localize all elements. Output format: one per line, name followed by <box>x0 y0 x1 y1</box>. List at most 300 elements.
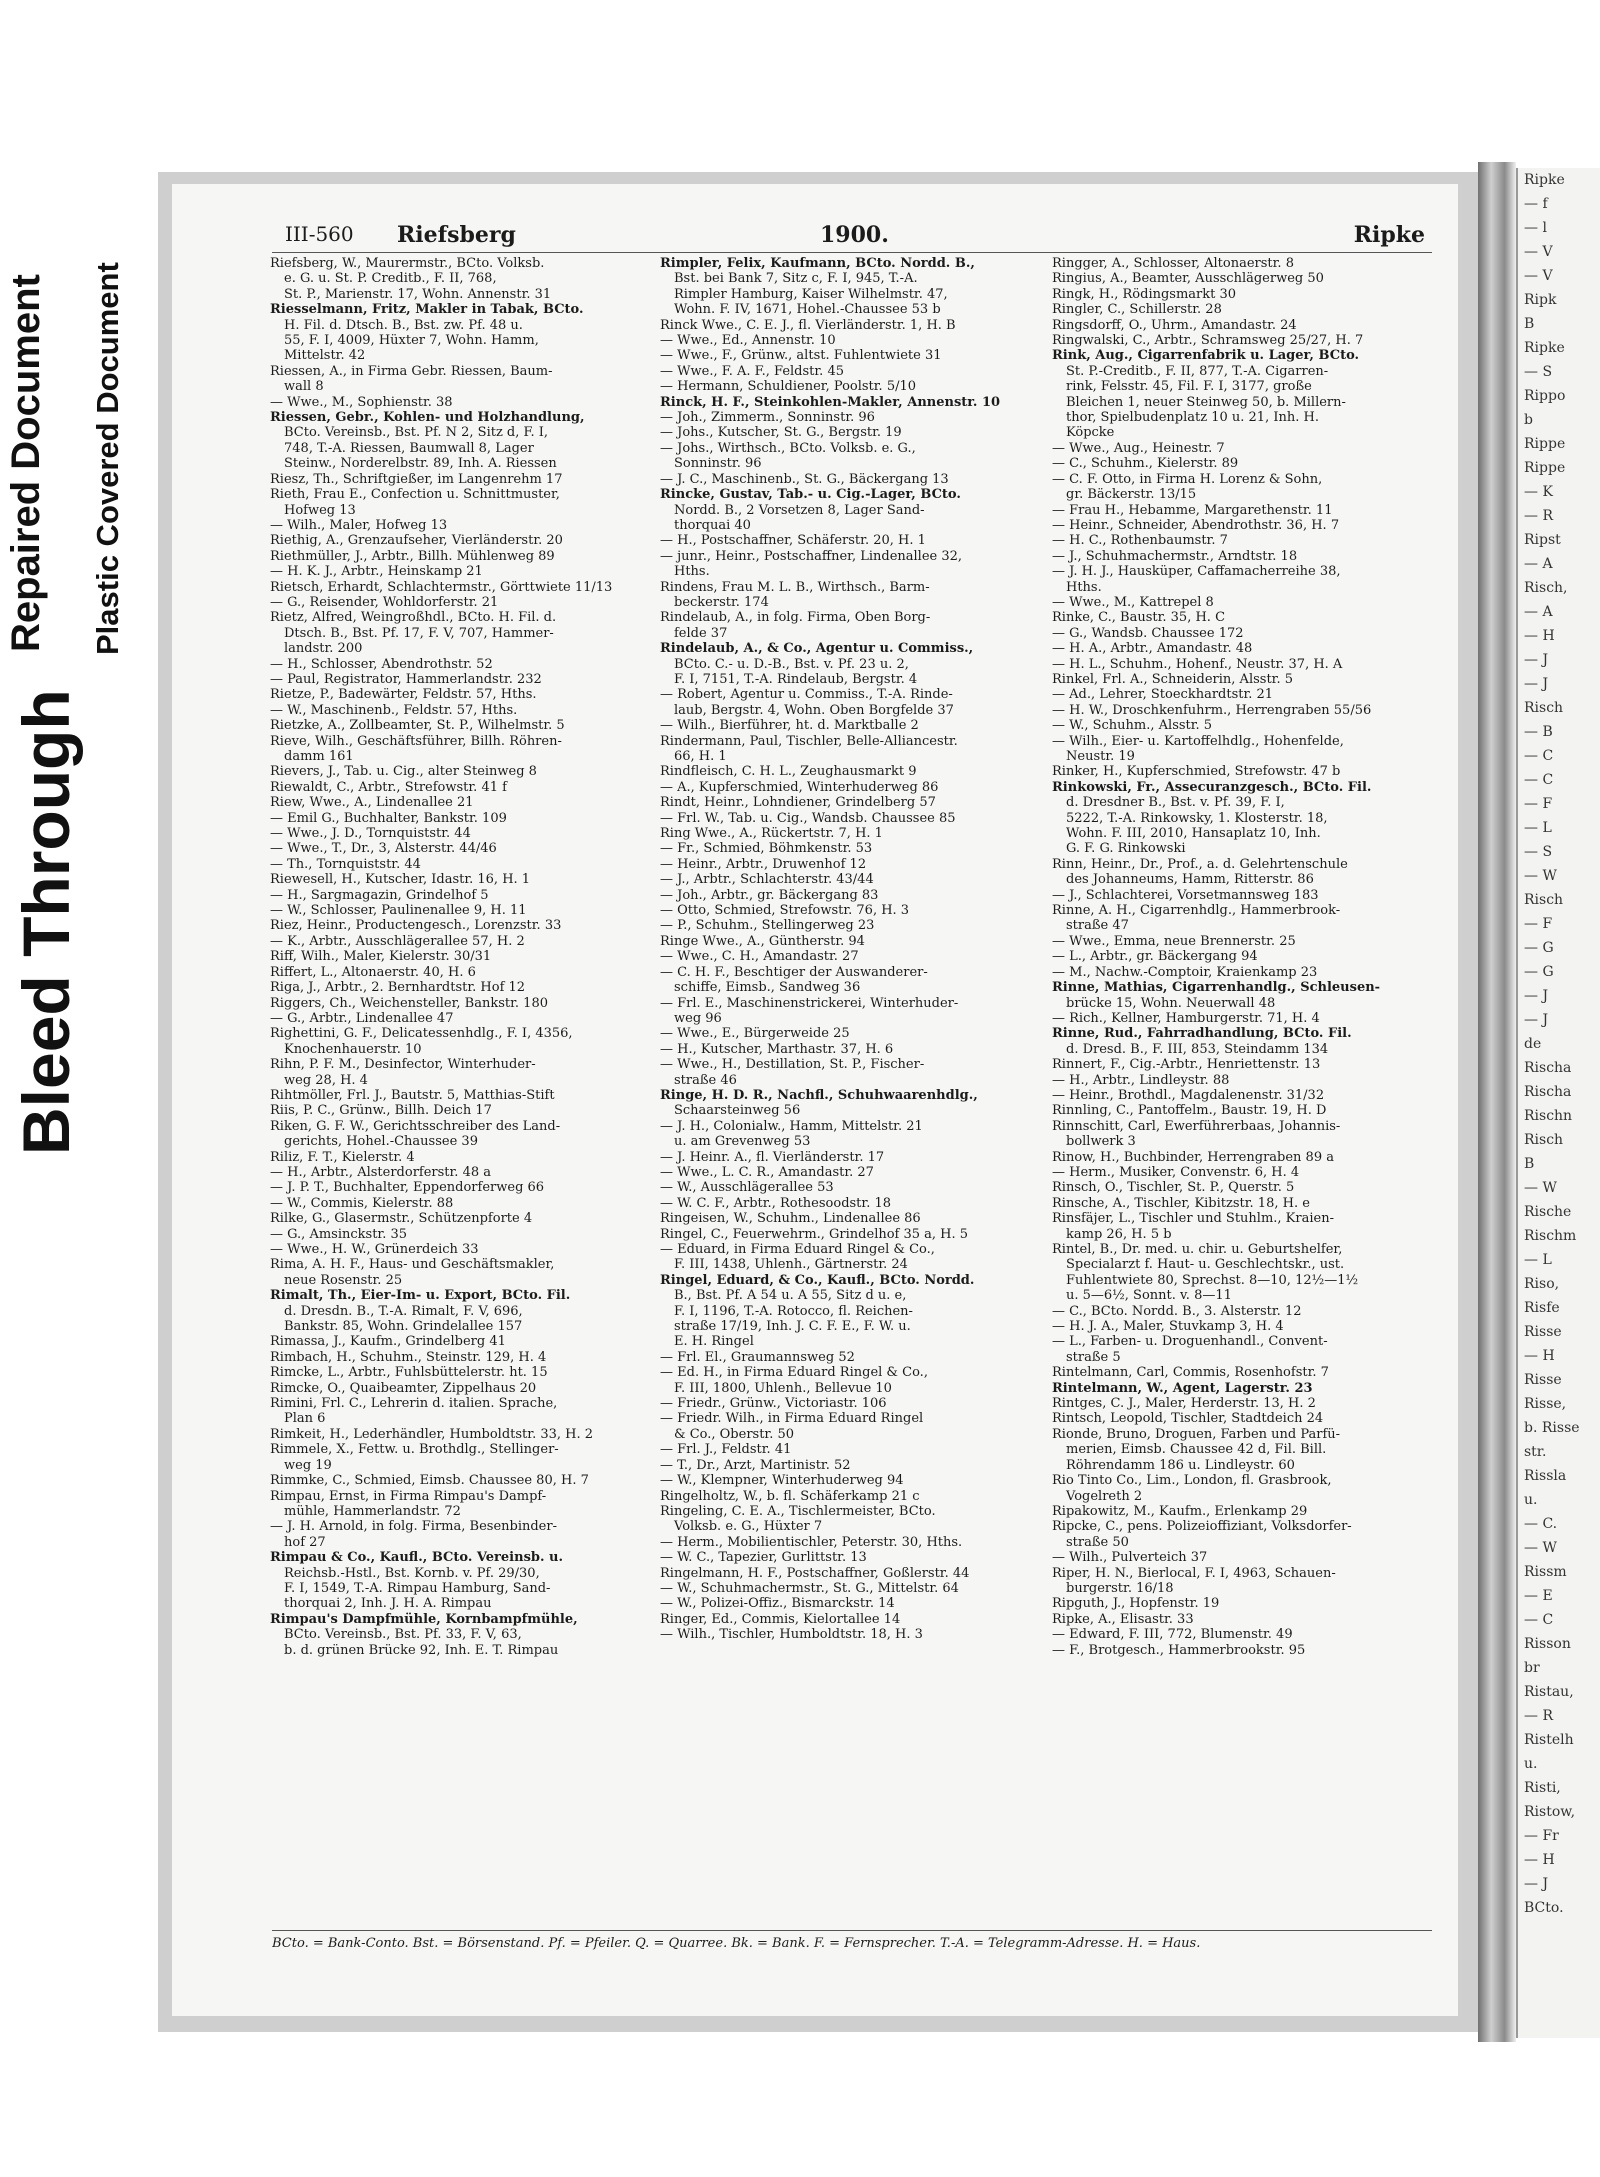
directory-entry: Bleichen 1, neuer Steinweg 50, b. Millern- <box>1066 394 1346 410</box>
adjacent-page-fragment: — l <box>1524 220 1547 236</box>
directory-entry: Rimcke, L., Arbtr., Fuhlsbüttelerstr. ht. 15 <box>270 1365 548 1381</box>
adjacent-page-fragment: Ripk <box>1524 292 1557 308</box>
directory-entry: Rimpau, Ernst, in Firma Rimpau's Dampf- <box>270 1488 547 1504</box>
directory-entry: beckerstr. 174 <box>674 594 769 610</box>
directory-entry: — Wwe., M., Sophienstr. 38 <box>270 394 453 410</box>
directory-entry: — W., Schlosser, Paulinenallee 9, H. 11 <box>270 903 527 919</box>
directory-entry: Ringsdorff, O., Uhrm., Amandastr. 24 <box>1052 317 1297 333</box>
directory-entry: d. Dresd. B., F. III, 853, Steindamm 134 <box>1066 1041 1329 1057</box>
directory-entry: 55, F. I, 4009, Hüxter 7, Wohn. Hamm, <box>284 333 539 349</box>
directory-entry: — Wwe., E., Bürgerweide 25 <box>660 1026 850 1042</box>
directory-entry: Ringk, H., Rödingsmarkt 30 <box>1052 286 1237 302</box>
adjacent-page-fragment: — H <box>1524 1348 1555 1364</box>
directory-entry: burgerstr. 16/18 <box>1066 1580 1174 1596</box>
directory-entry: Ringwalski, C., Arbtr., Schramsweg 25/27, H. 7 <box>1052 333 1364 349</box>
directory-entry: Ringius, A., Beamter, Ausschlägerweg 50 <box>1052 271 1324 287</box>
adjacent-page-fragment: — L <box>1524 1252 1552 1268</box>
adjacent-page-fragment: — G <box>1524 940 1554 956</box>
directory-entry: Rinke, C., Baustr. 35, H. C <box>1052 610 1226 626</box>
directory-entry: Röhrendamm 186 u. Lindleystr. 60 <box>1066 1457 1295 1473</box>
adjacent-page-fragment: — V <box>1524 244 1553 260</box>
adjacent-page-fragment: Rissla <box>1524 1468 1567 1484</box>
adjacent-page-fragment: B <box>1524 1156 1535 1172</box>
directory-entry: — Ed. H., in Firma Eduard Ringel & Co., <box>660 1365 928 1381</box>
header-rule <box>272 252 1432 253</box>
directory-entry: — Wilh., Tischler, Humboldtstr. 18, H. 3 <box>660 1627 923 1643</box>
adjacent-page-fragment: — J <box>1524 1012 1549 1028</box>
directory-entry: Riliz, F. T., Kielerstr. 4 <box>270 1149 415 1165</box>
directory-entry: — Rich., Kellner, Hamburgerstr. 71, H. 4 <box>1052 1010 1320 1026</box>
page-gutter <box>1478 162 1516 2042</box>
directory-entry: schiffe, Eimsb., Sandweg 36 <box>674 980 861 996</box>
adjacent-page-fragment: u. <box>1524 1492 1538 1508</box>
directory-entry: Ringe, H. D. R., Nachfl., Schuhwaarenhdlg., <box>660 1087 978 1103</box>
directory-entry: — Fr., Schmied, Böhmkenstr. 53 <box>660 841 873 857</box>
directory-entry: Rio Tinto Co., Lim., London, fl. Grasbrook, <box>1052 1473 1332 1489</box>
adjacent-page-fragment: — J <box>1524 652 1549 668</box>
directory-entry: F. III, 1438, Uhlenh., Gärtnerstr. 24 <box>674 1257 908 1273</box>
adjacent-page-fragment: Risse <box>1524 1324 1562 1340</box>
directory-entry: — J., Arbtr., Schlachterstr. 43/44 <box>660 872 874 888</box>
directory-entry: Rimpau's Dampfmühle, Kornbampfmühle, <box>270 1611 578 1627</box>
adjacent-page-fragment: — J <box>1524 1876 1549 1892</box>
adjacent-page-fragment: Ripst <box>1524 532 1561 548</box>
repaired-document-label: Repaired Document <box>4 274 48 652</box>
directory-entry: Riethig, A., Grenzaufseher, Vierländerstr. 20 <box>270 533 563 549</box>
directory-entry: Schaarsteinweg 56 <box>674 1103 801 1119</box>
directory-entry: — C., Schuhm., Kielerstr. 89 <box>1052 456 1239 472</box>
directory-entry: Rinnschitt, Carl, Ewerführerbaas, Johannis- <box>1052 1118 1341 1134</box>
adjacent-page-fragment: Ristow, <box>1524 1804 1576 1820</box>
directory-entry: — Wwe., J. D., Tornquiststr. 44 <box>270 826 471 842</box>
adjacent-page-fragment: Ristelh <box>1524 1732 1574 1748</box>
directory-entry: — Wwe., Ed., Annenstr. 10 <box>660 333 836 349</box>
directory-entry: Wohn. F. IV, 1671, Hohel.-Chaussee 53 b <box>674 302 941 318</box>
directory-entry: thor, Spielbudenplatz 10 u. 21, Inh. H. <box>1066 410 1319 426</box>
adjacent-page-fragment: — F <box>1524 796 1553 812</box>
directory-entry: weg 96 <box>674 1010 722 1026</box>
directory-entry: F. I, 1549, T.-A. Rimpau Hamburg, Sand- <box>284 1580 551 1596</box>
adjacent-page-fragment: Ristau, <box>1524 1684 1574 1700</box>
directory-entry: Riff, Wilh., Maler, Kielerstr. 30/31 <box>270 949 492 965</box>
directory-entry: — C., BCto. Nordd. B., 3. Alsterstr. 12 <box>1052 1303 1302 1319</box>
directory-entry: — H., Arbtr., Alsterdorferstr. 48 a <box>270 1164 491 1180</box>
directory-entry: Rintelmann, W., Agent, Lagerstr. 23 <box>1052 1380 1313 1396</box>
directory-entry: — W., Maschinenb., Feldstr. 57, Hths. <box>270 702 518 718</box>
directory-entry: Riez, Heinr., Productengesch., Lorenzstr. 33 <box>270 918 562 934</box>
directory-entry: Riewaldt, C., Arbtr., Strefowstr. 41 f <box>270 779 507 795</box>
directory-entry: Ringer, Ed., Commis, Kielortallee 14 <box>660 1611 901 1627</box>
directory-entry: — W., Schuhm., Alsstr. 5 <box>1052 718 1213 734</box>
directory-entry: Rindt, Heinr., Lohndiener, Grindelberg 57 <box>660 795 936 811</box>
directory-entry: Hofweg 13 <box>284 502 356 518</box>
adjacent-page-fragment: Rischa <box>1524 1060 1572 1076</box>
directory-entry: Wohn. F. III, 2010, Hansaplatz 10, Inh. <box>1066 826 1321 842</box>
directory-entry: Riken, G. F. W., Gerichtsschreiber des Land- <box>270 1118 561 1134</box>
directory-entry: — Wilh., Eier- u. Kartoffelhdlg., Hohenfelde, <box>1052 733 1344 749</box>
directory-entry: — J. P. T., Buchhalter, Eppendorferweg 66 <box>270 1180 545 1196</box>
adjacent-page-fragment: Rippo <box>1524 388 1566 404</box>
adjacent-page-fragment: Rischm <box>1524 1228 1577 1244</box>
directory-entry: — Wilh., Maler, Hofweg 13 <box>270 517 448 533</box>
directory-entry: — J. Heinr. A., fl. Vierländerstr. 17 <box>660 1149 885 1165</box>
adjacent-page-fragment: Ripke <box>1524 340 1565 356</box>
directory-entry: — P., Schuhm., Stellingerweg 23 <box>660 918 875 934</box>
column-1 <box>270 256 648 1856</box>
directory-entry: — Wwe., F. A. F., Feldstr. 45 <box>660 363 844 379</box>
directory-entry: Ringeisen, W., Schuhm., Lindenallee 86 <box>660 1211 921 1227</box>
directory-entry: straße 50 <box>1066 1534 1129 1550</box>
directory-entry: e. G. u. St. P. Creditb., F. II, 768, <box>284 271 497 287</box>
directory-entry: Rinne, A. H., Cigarrenhdlg., Hammerbrook- <box>1052 903 1341 919</box>
directory-entry: — H., Arbtr., Lindleystr. 88 <box>1052 1072 1230 1088</box>
directory-entry: Riffert, L., Altonaerstr. 40, H. 6 <box>270 964 476 980</box>
directory-entry: G. F. G. Rinkowski <box>1066 841 1186 857</box>
directory-entry: — K., Arbtr., Ausschlägerallee 57, H. 2 <box>270 933 525 949</box>
adjacent-page-fragment: Risch, <box>1524 580 1568 596</box>
directory-entry: Righettini, G. F., Delicatessenhdlg., F. I, 4356, <box>270 1026 573 1042</box>
adjacent-page-fragment: Risse, <box>1524 1396 1567 1412</box>
directory-entry: Ringe Wwe., A., Güntherstr. 94 <box>660 933 865 949</box>
bleed-through-label: Bleed Through <box>9 689 83 1155</box>
adjacent-page-fragment: — C <box>1524 748 1554 764</box>
directory-entry: Nordd. B., 2 Vorsetzen 8, Lager Sand- <box>674 502 925 518</box>
directory-entry: merien, Eimsb. Chaussee 42 d, Fil. Bill. <box>1066 1442 1327 1458</box>
adjacent-page-fragment: — K <box>1524 484 1553 500</box>
directory-entry: — W., Ausschlägerallee 53 <box>660 1180 834 1196</box>
directory-entry: — Paul, Registrator, Hammerlandstr. 232 <box>270 671 542 687</box>
directory-entry: Rinck Wwe., C. E. J., fl. Vierländerstr. 1, H. B <box>660 317 956 333</box>
directory-entry: — Friedr. Wilh., in Firma Eduard Ringel <box>660 1411 924 1427</box>
adjacent-page-fragment: Rischa <box>1524 1084 1572 1100</box>
adjacent-page-fragment: — Fr <box>1524 1828 1559 1844</box>
directory-entry: Plan 6 <box>284 1411 326 1427</box>
directory-entry: landstr. 200 <box>284 641 363 657</box>
directory-entry: Rinnert, F., Cig.-Arbtr., Henriettenstr. 13 <box>1052 1057 1321 1073</box>
directory-entry: Rimpau & Co., Kaufl., BCto. Vereinsb. u. <box>270 1550 564 1566</box>
directory-entry: Vogelreth 2 <box>1066 1488 1143 1504</box>
directory-entry: Reichsb.-Hstl., Bst. Kornb. v. Pf. 29/30, <box>284 1565 540 1581</box>
directory-entry: Sonninstr. 96 <box>674 456 762 472</box>
directory-entry: 748, T.-A. Riessen, Baumwall 8, Lager <box>284 440 534 456</box>
directory-entry: Ringeling, C. E. A., Tischlermeister, BCto. <box>660 1503 936 1519</box>
directory-entry: Rimassa, J., Kaufm., Grindelberg 41 <box>270 1334 506 1350</box>
directory-entry: — J., Schuhmachermstr., Arndtstr. 18 <box>1052 548 1298 564</box>
directory-entry: Rincke, Gustav, Tab.- u. Cig.-Lager, BCto. <box>660 487 961 503</box>
directory-year: 1900. <box>820 222 889 248</box>
directory-entry: Dtsch. B., Bst. Pf. 17, F. V, 707, Hammer- <box>284 625 554 641</box>
directory-entry: Rietzke, A., Zollbeamter, St. P., Wilhelmstr. 5 <box>270 718 565 734</box>
adjacent-page-fragment: Risse <box>1524 1372 1562 1388</box>
directory-entry: — Wwe., T., Dr., 3, Alsterstr. 44/46 <box>270 841 497 857</box>
directory-entry: St. P., Marienstr. 17, Wohn. Annenstr. 31 <box>284 286 552 302</box>
adjacent-page-fragment: — f <box>1524 196 1548 212</box>
directory-entry: Riefsberg, W., Maurermstr., BCto. Volksb. <box>270 256 545 271</box>
page-header <box>285 222 1425 248</box>
directory-entry: Specialarzt f. Haut- u. Geschlechtskr., ust. <box>1066 1257 1345 1273</box>
directory-entry: — Wilh., Bierführer, ht. d. Marktballe 2 <box>660 718 919 734</box>
directory-entry: — H. C., Rothenbaumstr. 7 <box>1052 533 1228 549</box>
directory-entry: F. I, 7151, T.-A. Rindelaub, Bergstr. 4 <box>674 671 918 687</box>
adjacent-page-fragment: — W <box>1524 868 1557 884</box>
directory-entry: Rietz, Alfred, Weingroßhdl., BCto. H. Fil. d. <box>270 610 557 626</box>
directory-entry: — W., Polizei-Offiz., Bismarckstr. 14 <box>660 1596 895 1612</box>
directory-entry: — J. H., Colonialw., Hamm, Mittelstr. 21 <box>660 1118 923 1134</box>
directory-entry: — G., Arbtr., Lindenallee 47 <box>270 1010 454 1026</box>
directory-entry: — Frl. J., Feldstr. 41 <box>660 1442 792 1458</box>
directory-entry: Rindermann, Paul, Tischler, Belle-Alliancestr. <box>660 733 958 749</box>
directory-entry: u. 5—6½, Sonnt. v. 8—11 <box>1066 1288 1232 1304</box>
directory-entry: — Herm., Musiker, Convenstr. 6, H. 4 <box>1052 1164 1300 1180</box>
directory-entry: — Johs., Kutscher, St. G., Bergstr. 19 <box>660 425 902 441</box>
directory-entry: E. H. Ringel <box>674 1334 754 1350</box>
directory-entry: des Johanneums, Hamm, Ritterstr. 86 <box>1066 872 1314 888</box>
directory-entry: damm 161 <box>284 749 354 764</box>
directory-entry: felde 37 <box>674 625 728 641</box>
adjacent-page-fragment: Ripke <box>1524 172 1565 188</box>
directory-entry: Hths. <box>674 564 710 580</box>
directory-entry: d. Dresdn. B., T.-A. Rimalt, F. V, 696, <box>284 1303 523 1319</box>
footer-rule <box>272 1930 1432 1931</box>
directory-entry: Knochenhauerstr. 10 <box>284 1041 422 1057</box>
directory-entry: — W. C. F., Arbtr., Rothesoodstr. 18 <box>660 1195 891 1211</box>
directory-entry: Rinow, H., Buchbinder, Herrengraben 89 a <box>1052 1149 1334 1165</box>
adjacent-page-fragment: — C <box>1524 1612 1554 1628</box>
directory-entry: — Joh., Zimmerm., Sonninstr. 96 <box>660 410 875 426</box>
directory-entry: — F., Brotgesch., Hammerbrookstr. 95 <box>1052 1642 1306 1658</box>
adjacent-page-fragment: b. Risse <box>1524 1420 1580 1436</box>
directory-entry: weg 19 <box>284 1457 332 1473</box>
adjacent-page-fragment: Rischn <box>1524 1108 1573 1124</box>
directory-entry: Rieth, Frau E., Confection u. Schnittmuster, <box>270 487 560 503</box>
directory-entry: — Eduard, in Firma Eduard Ringel & Co., <box>660 1242 935 1257</box>
directory-entry: gr. Bäckerstr. 13/15 <box>1066 487 1197 503</box>
directory-entry: Riga, J., Arbtr., 2. Bernhardtstr. Hof 12 <box>270 980 526 996</box>
directory-entry: straße 47 <box>1066 918 1129 934</box>
directory-entry: Rintel, B., Dr. med. u. chir. u. Geburtshelfer, <box>1052 1242 1343 1257</box>
directory-entry: — C. F. Otto, in Firma H. Lorenz & Sohn, <box>1052 471 1323 487</box>
adjacent-page-fragment: BCto. <box>1524 1900 1564 1916</box>
directory-entry: hof 27 <box>284 1534 326 1550</box>
directory-entry: Riethmüller, J., Arbtr., Billh. Mühlenweg 89 <box>270 548 555 564</box>
directory-entry: Bst. bei Bank 7, Sitz c, F. I, 945, T.-A. <box>674 271 918 287</box>
directory-entry: — G., Wandsb. Chaussee 172 <box>1052 625 1244 641</box>
directory-entry: Rindfleisch, C. H. L., Zeughausmarkt 9 <box>660 764 917 780</box>
directory-entry: — Wwe., H. W., Grünerdeich 33 <box>270 1242 479 1257</box>
adjacent-page-fragment: — W <box>1524 1540 1557 1556</box>
directory-entry: Rionde, Bruno, Droguen, Farben und Parfü- <box>1052 1426 1341 1442</box>
directory-entry: Riessen, Gebr., Kohlen- und Holzhandlung, <box>270 410 585 426</box>
directory-entry: — Heinr., Brothdl., Magdalenenstr. 31/32 <box>1052 1087 1325 1103</box>
directory-entry: Rinck, H. F., Steinkohlen-Makler, Annenstr. 10 <box>660 394 1001 410</box>
directory-entry: Rihtmöller, Frl. J., Bautstr. 5, Matthias-Stift <box>270 1087 555 1103</box>
directory-entry: — J., Schlachterei, Vorsetmannsweg 183 <box>1052 887 1319 903</box>
directory-entry: Rilke, G., Glasermstr., Schützenpforte 4 <box>270 1211 533 1227</box>
directory-entry: — Robert, Agentur u. Commiss., T.-A. Rinde- <box>660 687 953 703</box>
directory-entry: Ring Wwe., A., Rückertstr. 7, H. 1 <box>660 826 883 842</box>
directory-entry: — W., Schuhmachermstr., St. G., Mittelstr. 64 <box>660 1580 959 1596</box>
directory-entry: Fuhlentwiete 80, Sprechst. 8—10, 12½—1½ <box>1066 1272 1359 1288</box>
adjacent-page-fragment: Risti, <box>1524 1780 1561 1796</box>
directory-entry: — Otto, Schmied, Strefowstr. 76, H. 3 <box>660 903 910 919</box>
directory-entry: — H. K. J., Arbtr., Heinskamp 21 <box>270 564 483 580</box>
adjacent-page-fragment: — J <box>1524 676 1549 692</box>
directory-entry: Riis, P. C., Grünw., Billh. Deich 17 <box>270 1103 492 1119</box>
adjacent-page-fragment: — R <box>1524 1708 1553 1724</box>
directory-entry: — Wwe., L. C. R., Amandastr. 27 <box>660 1164 874 1180</box>
directory-entry: Rinn, Heinr., Dr., Prof., a. d. Gelehrtenschule <box>1052 856 1348 872</box>
directory-entry: thorquai 2, Inh. J. H. A. Rimpau <box>284 1596 492 1612</box>
directory-entry: Rinne, Rud., Fahrradhandlung, BCto. Fil. <box>1052 1026 1352 1042</box>
adjacent-page-edge <box>1516 168 1600 2038</box>
directory-entry: Rievers, J., Tab. u. Cig., alter Steinweg 8 <box>270 764 537 780</box>
adjacent-page-fragment: Risch <box>1524 700 1564 716</box>
directory-entry: Rimpler, Felix, Kaufmann, BCto. Nordd. B., <box>660 256 975 271</box>
directory-entry: Ringler, C., Schillerstr. 28 <box>1052 302 1222 318</box>
directory-entry: wall 8 <box>284 379 324 395</box>
directory-entry: Rinker, H., Kupferschmied, Strefowstr. 47 b <box>1052 764 1341 780</box>
directory-entry: — Friedr., Grünw., Victoriastr. 106 <box>660 1396 887 1412</box>
directory-entry: — H., Kutscher, Marthastr. 37, H. 6 <box>660 1041 894 1057</box>
directory-entry: mühle, Hammerlandstr. 72 <box>284 1503 461 1519</box>
directory-entry: bollwerk 3 <box>1066 1134 1136 1150</box>
directory-entry: — Heinr., Schneider, Abendrothstr. 36, H. 7 <box>1052 517 1340 533</box>
adjacent-page-fragment: — C <box>1524 772 1554 788</box>
adjacent-page-fragment: Rippe <box>1524 460 1566 476</box>
adjacent-page-fragment: — G <box>1524 964 1554 980</box>
directory-entry: — Wwe., Aug., Heinestr. 7 <box>1052 440 1225 456</box>
directory-entry: F. III, 1800, Uhlenh., Bellevue 10 <box>674 1380 892 1396</box>
directory-entry: — W., Commis, Kielerstr. 88 <box>270 1195 454 1211</box>
directory-entry: Rimmke, C., Schmied, Eimsb. Chaussee 80, H. 7 <box>270 1473 589 1489</box>
column-2 <box>660 256 1038 1856</box>
adjacent-page-fragment: — B <box>1524 724 1553 740</box>
directory-entry: rink, Felsstr. 45, Fil. F. I, 3177, große <box>1066 379 1312 395</box>
directory-entry: Rihn, P. F. M., Desinfector, Winterhuder- <box>270 1057 536 1073</box>
directory-entry: — H. A., Arbtr., Amandastr. 48 <box>1052 641 1253 657</box>
right-running-title: Ripke <box>1353 222 1425 248</box>
adjacent-page-fragment: Risfe <box>1524 1300 1560 1316</box>
directory-entry: Ringel, C., Feuerwehrm., Grindelhof 35 a, H. 5 <box>660 1226 969 1242</box>
directory-entry: Riper, H. N., Bierlocal, F. I, 4963, Schauen- <box>1052 1565 1336 1581</box>
directory-entry: — Hermann, Schuldiener, Poolstr. 5/10 <box>660 379 917 395</box>
directory-entry: — J. C., Maschinenb., St. G., Bäckergang 13 <box>660 471 949 487</box>
adjacent-page-fragment: — S <box>1524 844 1553 860</box>
directory-entry: — Johs., Wirthsch., BCto. Volksb. e. G., <box>660 440 916 456</box>
directory-entry: Rietze, P., Badewärter, Feldstr. 57, Hths. <box>270 687 537 703</box>
directory-entry: — G., Amsinckstr. 35 <box>270 1226 408 1242</box>
directory-entry: BCto. Vereinsb., Bst. Pf. N 2, Sitz d, F. I, <box>284 425 549 441</box>
directory-entry: Ringelmann, H. F., Postschaffner, Goßlerstr. 44 <box>660 1565 970 1581</box>
directory-entry: Rintelmann, Carl, Commis, Rosenhofstr. 7 <box>1052 1365 1329 1381</box>
adjacent-page-fragment: — E <box>1524 1588 1553 1604</box>
directory-entry: — L., Farben- u. Droguenhandl., Convent- <box>1052 1334 1328 1350</box>
adjacent-page-fragment: Rissm <box>1524 1564 1567 1580</box>
directory-entry: — Wwe., Emma, neue Brennerstr. 25 <box>1052 933 1296 949</box>
directory-entry: — Wwe., C. H., Amandastr. 27 <box>660 949 859 965</box>
directory-entry: — H. L., Schuhm., Hohenf., Neustr. 37, H. A <box>1052 656 1343 672</box>
directory-entry: b. d. grünen Brücke 92, Inh. E. T. Rimpau <box>284 1642 559 1658</box>
directory-entry: Rimpler Hamburg, Kaiser Wilhelmstr. 47, <box>674 286 948 302</box>
directory-entry: — J. H. Arnold, in folg. Firma, Besenbinder- <box>270 1519 557 1535</box>
directory-entry: Rinne, Mathias, Cigarrenhandlg., Schleusen- <box>1052 980 1381 996</box>
directory-entry: — H. J. A., Maler, Stuvkamp 3, H. 4 <box>1052 1319 1284 1335</box>
directory-entry: — J. H. J., Hausküper, Caffamacherreihe 38, <box>1052 564 1341 580</box>
directory-entry: — A., Kupferschmied, Winterhuderweg 86 <box>660 779 939 795</box>
directory-entry: Riggers, Ch., Weichensteller, Bankstr. 180 <box>270 995 548 1011</box>
directory-entry: Ripguth, J., Hopfenstr. 19 <box>1052 1596 1220 1612</box>
directory-entry: BCto. C.- u. D.-B., Bst. v. Pf. 23 u. 2, <box>674 656 909 672</box>
directory-entry: straße 5 <box>1066 1349 1121 1365</box>
directory-entry: — L., Arbtr., gr. Bäckergang 94 <box>1052 949 1258 965</box>
directory-entry: Köpcke <box>1066 425 1115 441</box>
directory-entry: Rinsfäjer, L., Tischler und Stuhlm., Kraien- <box>1052 1211 1334 1227</box>
directory-entry: Ringel, Eduard, & Co., Kaufl., BCto. Nordd. <box>660 1272 975 1288</box>
adjacent-page-fragment: — F <box>1524 916 1553 932</box>
document-condition-labels <box>0 0 160 1160</box>
adjacent-page-fragment: u. <box>1524 1756 1538 1772</box>
directory-entry: — Ad., Lehrer, Stoeckhardtstr. 21 <box>1052 687 1274 703</box>
directory-entry: Rintsch, Leopold, Tischler, Stadtdeich 24 <box>1052 1411 1324 1427</box>
directory-entry: straße 17/19, Inh. J. C. F. E., F. W. u. <box>674 1319 911 1335</box>
directory-entry: Ringger, A., Schlosser, Altonaerstr. 8 <box>1052 256 1294 271</box>
adjacent-page-fragment: Risch <box>1524 892 1564 908</box>
directory-entry: Ringelholtz, W., b. fl. Schäferkamp 21 c <box>660 1488 920 1504</box>
directory-entry: Riewesell, H., Kutscher, Idastr. 16, H. 1 <box>270 872 531 888</box>
directory-entry: — Heinr., Arbtr., Druwenhof 12 <box>660 856 867 872</box>
directory-entry: — junr., Heinr., Postschaffner, Lindenallee 32, <box>660 548 963 564</box>
directory-entry: Rimini, Frl. C., Lehrerin d. italien. Sprache, <box>270 1396 558 1412</box>
adjacent-page-fragment: Risch <box>1524 1132 1564 1148</box>
adjacent-page-fragment: b <box>1524 412 1533 428</box>
adjacent-page-fragment: — S <box>1524 364 1553 380</box>
directory-entry: laub, Bergstr. 4, Wohn. Oben Borgfelde 37 <box>674 702 954 718</box>
directory-entry: St. P.-Creditb., F. II, 877, T.-A. Cigarren- <box>1066 363 1329 379</box>
directory-entry: Rimkeit, H., Lederhändler, Humboldtstr. 33, H. 2 <box>270 1426 594 1442</box>
directory-entry: & Co., Oberstr. 50 <box>674 1426 795 1442</box>
directory-entry: — Frl. El., Graumannsweg 52 <box>660 1349 855 1365</box>
directory-entry: Ripke, A., Elisastr. 33 <box>1052 1611 1194 1627</box>
directory-entry: Rinkowski, Fr., Assecuranzgesch., BCto. Fil. <box>1052 779 1372 795</box>
directory-entry: Steinw., Norderelbstr. 89, Inh. A. Riessen <box>284 456 557 472</box>
directory-entry: Riew, Wwe., A., Lindenallee 21 <box>270 795 474 811</box>
directory-entry: Riessen, A., in Firma Gebr. Riessen, Baum- <box>270 363 553 379</box>
directory-entry: straße 46 <box>674 1072 737 1088</box>
directory-entry: — H., Postschaffner, Schäferstr. 20, H. 1 <box>660 533 926 549</box>
directory-entry: — W. C., Tapezier, Gurlittstr. 13 <box>660 1550 867 1566</box>
directory-entry: Rima, A. H. F., Haus- und Geschäftsmakler, <box>270 1257 555 1273</box>
directory-entry: — H. W., Droschkenfuhrm., Herrengraben 55/56 <box>1052 702 1372 718</box>
directory-entry: Ripcke, C., pens. Polizeioffiziant, Volksdorfer- <box>1052 1519 1352 1535</box>
adjacent-page-fragment: — H <box>1524 1852 1555 1868</box>
adjacent-page-fragment: — R <box>1524 508 1553 524</box>
adjacent-page-fragment: — J <box>1524 988 1549 1004</box>
directory-entry: H. Fil. d. Dtsch. B., Bst. zw. Pf. 48 u. <box>284 317 523 333</box>
directory-entry: — W., Klempner, Winterhuderweg 94 <box>660 1473 904 1489</box>
adjacent-page-fragment: — V <box>1524 268 1553 284</box>
directory-entry: — Wilh., Pulverteich 37 <box>1052 1550 1208 1566</box>
left-running-title: Riefsberg <box>397 222 516 248</box>
directory-entry: Bankstr. 85, Wohn. Grindelallee 157 <box>284 1319 523 1335</box>
directory-entry: — Th., Tornquiststr. 44 <box>270 856 421 872</box>
page-number: III-560 <box>285 222 354 246</box>
directory-entry: — T., Dr., Arzt, Martinistr. 52 <box>660 1457 851 1473</box>
adjacent-page-fragment: — L <box>1524 820 1552 836</box>
abbreviation-footer: BCto. = Bank-Conto. Bst. = Börsenstand. Pf. = Pfeiler. Q. = Quarree. Bk. = Bank. F. = Fernsprecher. T.-A. = Telegramm-Adresse. H. = Haus. <box>272 1936 1201 1951</box>
directory-entry: Rieve, Wilh., Geschäftsführer, Billh. Röhren- <box>270 733 562 749</box>
directory-entry: Rindens, Frau M. L. B., Wirthsch., Barm- <box>660 579 930 595</box>
directory-entry: Neustr. 19 <box>1066 749 1135 764</box>
